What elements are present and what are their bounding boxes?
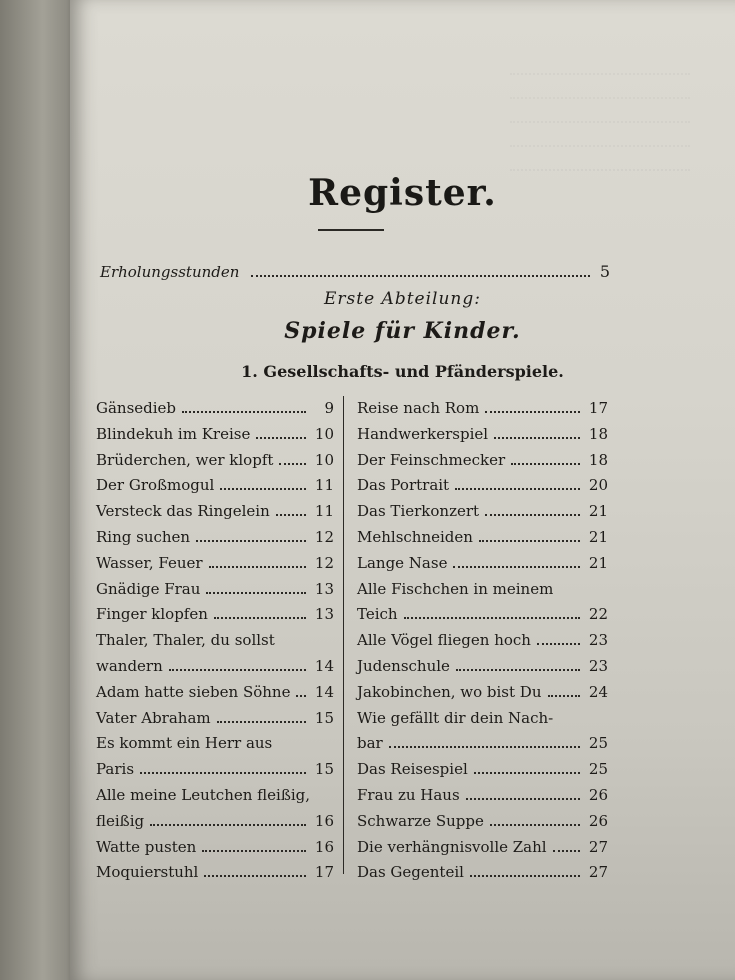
toc-entry bbox=[357, 602, 608, 628]
toc-entry-page: 26 bbox=[588, 811, 608, 830]
toc-entry-page: 23 bbox=[588, 656, 608, 675]
toc-entry bbox=[96, 577, 334, 603]
toc-entry bbox=[357, 396, 608, 422]
toc-entry-label: Frau zu Haus bbox=[357, 785, 460, 804]
toc-entry-label: Das Gegenteil bbox=[357, 863, 464, 882]
leader-dots bbox=[220, 488, 306, 490]
leader-dots bbox=[456, 669, 580, 671]
toc-entry-label: Watte pusten bbox=[96, 837, 197, 856]
toc-entry-page: 12 bbox=[314, 527, 334, 546]
toc-entry-label: Die verhängnisvolle Zahl bbox=[357, 837, 547, 856]
leader-dots bbox=[256, 437, 306, 439]
toc-entry-page: 14 bbox=[314, 656, 334, 675]
toc-entry-label: Versteck das Ringelein bbox=[96, 502, 270, 521]
toc-entry bbox=[357, 525, 608, 551]
leader-dots bbox=[202, 850, 306, 852]
section-subtitle: Spiele für Kinder. bbox=[284, 318, 521, 344]
toc-entry-page: 21 bbox=[588, 527, 608, 546]
toc-entry bbox=[96, 525, 334, 551]
toc-entry-page: 14 bbox=[314, 682, 334, 701]
toc-entry bbox=[357, 499, 608, 525]
toc-entry bbox=[96, 757, 334, 783]
toc-entry-page: 13 bbox=[314, 605, 334, 624]
toc-entry bbox=[357, 860, 608, 886]
toc-entry-label: Alle meine Leutchen fleißig, bbox=[96, 785, 311, 804]
toc-entry bbox=[96, 680, 334, 706]
toc-entry-label: Das Portrait bbox=[357, 476, 450, 495]
toc-entry-label: Alle Vögel fliegen hoch bbox=[357, 631, 531, 650]
toc-entry-label: fleißig bbox=[96, 811, 145, 830]
toc-entry bbox=[357, 835, 608, 861]
toc-entry-page: 13 bbox=[314, 579, 334, 598]
toc-entry-label: Das Tierkonzert bbox=[357, 502, 480, 521]
toc-entry-page: 25 bbox=[588, 760, 608, 779]
toc-entry-page: 17 bbox=[314, 863, 334, 882]
section-title: Erste Abteilung: bbox=[324, 289, 481, 309]
leader-dots bbox=[466, 798, 580, 800]
toc-entry bbox=[96, 396, 334, 422]
leader-dots bbox=[389, 746, 580, 748]
toc-entry-page: 11 bbox=[314, 476, 334, 495]
toc-entry-page: 27 bbox=[588, 863, 608, 882]
toc-entry-label: Das Reisespiel bbox=[357, 760, 468, 779]
toc-entry-page: 21 bbox=[588, 553, 608, 572]
leader-dots bbox=[206, 592, 306, 594]
toc-entry-page: 15 bbox=[314, 760, 334, 779]
leader-dots bbox=[276, 514, 306, 516]
toc-entry-label: Es kommt ein Herr aus bbox=[96, 734, 273, 753]
toc-entry bbox=[96, 835, 334, 861]
toc-entry bbox=[96, 602, 334, 628]
toc-entry bbox=[357, 577, 608, 603]
toc-entry-label: Der Großmogul bbox=[96, 476, 215, 495]
toc-entry bbox=[357, 757, 608, 783]
toc-entry-label: Alle Fischchen in meinem bbox=[357, 579, 554, 598]
leader-dots bbox=[404, 617, 580, 619]
leader-dots bbox=[479, 540, 580, 542]
toc-entry-label: Erholungsstunden bbox=[100, 263, 240, 281]
toc-entry-label: Lange Nase bbox=[357, 553, 448, 572]
toc-entry-label: Schwarze Suppe bbox=[357, 811, 484, 830]
toc-entry-label: bar bbox=[357, 734, 383, 753]
toc-entry-label: Paris bbox=[96, 760, 135, 779]
toc-entry-page: 15 bbox=[314, 708, 334, 727]
toc-entry-page: 9 bbox=[324, 399, 334, 417]
toc-entry-page: 25 bbox=[588, 734, 608, 753]
leader-dots bbox=[490, 824, 580, 826]
leader-dots bbox=[548, 695, 581, 697]
right-column bbox=[357, 396, 608, 886]
toc-entry-page: 23 bbox=[588, 631, 608, 650]
toc-entry-label: Teich bbox=[357, 605, 398, 624]
toc-entry bbox=[96, 809, 334, 835]
toc-entry bbox=[357, 706, 608, 732]
leader-dots bbox=[140, 772, 306, 774]
toc-entry bbox=[357, 473, 608, 499]
toc-entry-page: 5 bbox=[599, 262, 610, 281]
toc-entry-page: 21 bbox=[588, 502, 608, 521]
toc-entry-page: 18 bbox=[588, 450, 608, 469]
leader-dots bbox=[182, 411, 306, 413]
toc-entry-page: 22 bbox=[588, 605, 608, 624]
toc-entry-page: 16 bbox=[314, 811, 334, 830]
toc-entry-label: Judenschule bbox=[357, 656, 450, 675]
toc-entry bbox=[357, 680, 608, 706]
toc-entry-page: 11 bbox=[314, 502, 334, 521]
toc-entry bbox=[357, 809, 608, 835]
toc-entry-label: Blindekuh im Kreise bbox=[96, 424, 251, 443]
toc-entry-top bbox=[100, 262, 610, 281]
leader-dots bbox=[485, 514, 580, 516]
toc-entry-label: Wasser, Feuer bbox=[96, 553, 203, 572]
page-title: Register. bbox=[308, 172, 497, 214]
toc-entry-label: Vater Abraham bbox=[96, 708, 211, 727]
toc-entry-label: Brüderchen, wer klopft bbox=[96, 450, 274, 469]
leader-dots bbox=[169, 669, 306, 671]
toc-entry-page: 10 bbox=[314, 450, 334, 469]
toc-entry-page: 17 bbox=[588, 399, 608, 417]
toc-entry-page: 12 bbox=[314, 553, 334, 572]
leader-dots bbox=[470, 875, 580, 877]
book-page bbox=[70, 0, 735, 980]
toc-entry bbox=[96, 448, 334, 474]
leader-dots bbox=[204, 875, 306, 877]
leader-dots bbox=[214, 617, 306, 619]
toc-entry bbox=[96, 551, 334, 577]
leader-dots bbox=[553, 850, 580, 852]
leader-dots bbox=[474, 772, 580, 774]
toc-entry bbox=[357, 448, 608, 474]
toc-entry-page: 24 bbox=[588, 682, 608, 701]
leader-dots bbox=[537, 643, 580, 645]
leader-dots bbox=[251, 275, 589, 277]
toc-entry bbox=[357, 731, 608, 757]
toc-entry-label: Gänsedieb bbox=[96, 399, 177, 417]
toc-entry-label: Der Feinschmecker bbox=[357, 450, 506, 469]
toc-entry-page: 10 bbox=[314, 424, 334, 443]
toc-entry bbox=[96, 706, 334, 732]
toc-entry-label: wandern bbox=[96, 656, 163, 675]
toc-entry-label: Gnädige Frau bbox=[96, 579, 201, 598]
toc-entry bbox=[357, 551, 608, 577]
leader-dots bbox=[150, 824, 306, 826]
toc-entry-label: Jakobinchen, wo bist Du bbox=[357, 682, 542, 701]
title-rule bbox=[318, 229, 384, 231]
toc-entry bbox=[96, 628, 334, 654]
toc-entry-label: Wie gefällt dir dein Nach- bbox=[357, 708, 554, 727]
toc-entry-page: 16 bbox=[314, 837, 334, 856]
toc-entry bbox=[96, 783, 334, 809]
leader-dots bbox=[511, 463, 580, 465]
toc-entry-label: Reise nach Rom bbox=[357, 399, 480, 417]
toc-entry-label: Finger klopfen bbox=[96, 605, 208, 624]
toc-entry bbox=[96, 860, 334, 886]
leader-dots bbox=[455, 488, 580, 490]
toc-entry-label: Ring suchen bbox=[96, 527, 191, 546]
book-gutter bbox=[0, 0, 78, 980]
leader-dots bbox=[217, 721, 306, 723]
toc-entry-label: Moquierstuhl bbox=[96, 863, 199, 882]
toc-entry-page: 27 bbox=[588, 837, 608, 856]
leader-dots bbox=[453, 566, 580, 568]
left-column bbox=[96, 396, 334, 886]
toc-entry-label: Mehlschneiden bbox=[357, 527, 473, 546]
toc-entry bbox=[96, 422, 334, 448]
leader-dots bbox=[196, 540, 306, 542]
toc-entry bbox=[357, 783, 608, 809]
toc-entry bbox=[96, 731, 334, 757]
leader-dots bbox=[494, 437, 580, 439]
toc-entry bbox=[357, 654, 608, 680]
toc-entry-label: Handwerkerspiel bbox=[357, 424, 489, 443]
toc-entry-label: Adam hatte sieben Söhne bbox=[96, 682, 291, 701]
toc-entry bbox=[96, 499, 334, 525]
leader-dots bbox=[485, 411, 580, 413]
leader-dots bbox=[209, 566, 306, 568]
toc-entry-label: Thaler, Thaler, du sollst bbox=[96, 631, 275, 650]
toc-entry bbox=[357, 422, 608, 448]
toc-entry-page: 18 bbox=[588, 424, 608, 443]
leader-dots bbox=[279, 463, 306, 465]
toc-entry bbox=[96, 654, 334, 680]
toc-entry bbox=[96, 473, 334, 499]
column-divider bbox=[343, 396, 344, 874]
group-title: 1. Gesellschafts- und Pfänderspiele. bbox=[241, 362, 564, 381]
leader-dots bbox=[296, 695, 306, 697]
toc-entry bbox=[357, 628, 608, 654]
toc-entry-page: 26 bbox=[588, 785, 608, 804]
toc-entry-page: 20 bbox=[588, 476, 608, 495]
